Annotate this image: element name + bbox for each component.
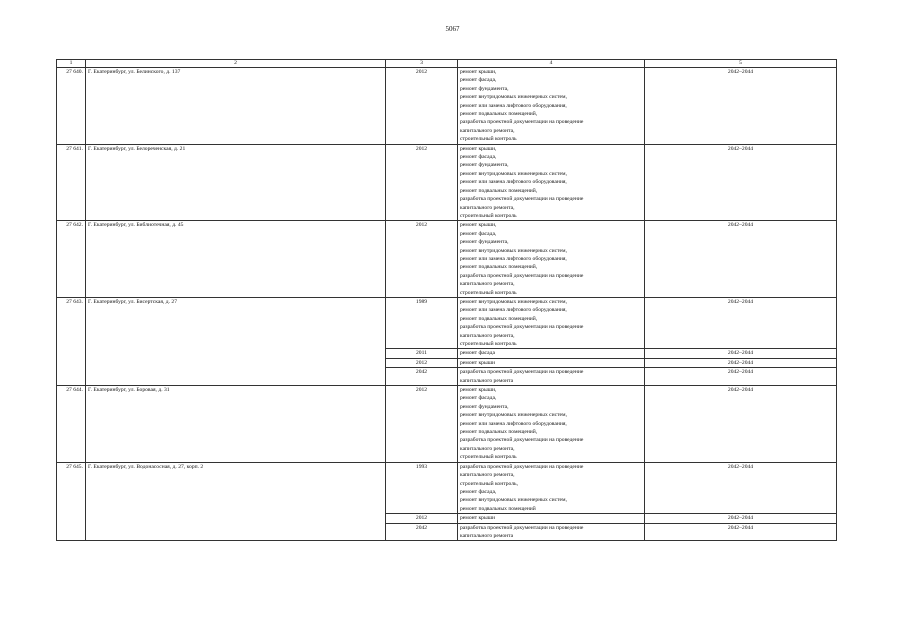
- table-row: [57, 144, 837, 221]
- work-item: капитального ремонта,: [460, 472, 515, 479]
- work-item: ремонт подвальных помещений,: [460, 111, 538, 118]
- work-item: капитального ремонта,: [460, 281, 515, 288]
- work-item: ремонт подвальных помещений,: [460, 264, 538, 271]
- row-number: 27 645.: [57, 462, 86, 541]
- work-item: капитального ремонта: [460, 377, 514, 384]
- row-number: 27 641.: [57, 144, 86, 221]
- table-row: [57, 221, 837, 298]
- repair-year: 2042: [386, 368, 458, 386]
- work-item: ремонт фундамента,: [460, 162, 509, 169]
- page-number: 5067: [445, 25, 460, 33]
- table-row: [57, 297, 837, 348]
- work-item: ремонт фундамента,: [460, 85, 509, 92]
- work-item: ремонт крыши,: [460, 69, 497, 75]
- repair-year: 2012: [386, 358, 458, 367]
- work-item: ремонт крыши,: [460, 387, 497, 394]
- work-item: капитального ремонта,: [460, 445, 515, 452]
- work-item: ремонт подвальных помещений,: [460, 315, 538, 322]
- building-address: Г. Екатеринбург, ул. Боровая, д. 31: [86, 386, 386, 463]
- work-item: ремонт внутридомовых инженерных систем,: [460, 412, 567, 419]
- repair-year: 2012: [386, 68, 458, 145]
- planned-period: 2042–2044: [645, 368, 837, 386]
- work-item: ремонт подвальных помещений,: [460, 429, 538, 436]
- work-item: ремонт внутридомовых инженерных систем,: [460, 170, 567, 177]
- planned-period: 2042–2044: [645, 523, 837, 541]
- work-list: [458, 368, 645, 386]
- work-item: ремонт подвальных помещений,: [460, 187, 538, 194]
- work-item: строительный контроль: [460, 289, 517, 296]
- table-row: [57, 386, 837, 463]
- work-list: [458, 358, 645, 367]
- work-item: разработка проектной документации на проведение: [460, 369, 584, 376]
- header-col-2: 2: [86, 60, 386, 68]
- work-item: капитального ремонта,: [460, 127, 515, 134]
- repair-year: 1989: [386, 297, 458, 348]
- work-list: [458, 462, 645, 513]
- work-list: [458, 386, 645, 463]
- work-item: строительный контроль: [460, 454, 517, 461]
- work-item: разработка проектной документации на проведение: [460, 324, 584, 331]
- work-item: ремонт или замена лифтового оборудования,: [460, 255, 567, 262]
- work-item: разработка проектной документации на проведение: [460, 272, 584, 279]
- work-item: ремонт фасада: [460, 350, 495, 357]
- building-address: Г. Екатеринбург, ул. Водонасосная, д. 27, корп. 2: [86, 462, 386, 541]
- work-item: разработка проектной документации на проведение: [460, 524, 584, 531]
- work-list: [458, 144, 645, 221]
- work-item: разработка проектной документации на проведение: [460, 463, 584, 470]
- planned-period: 2042–2044: [645, 349, 837, 358]
- work-item: ремонт крыши: [460, 515, 496, 522]
- work-item: ремонт фасада,: [460, 77, 497, 84]
- work-item: строительный контроль: [460, 212, 517, 219]
- building-address: Г. Екатеринбург, ул. Бисертская, д. 27: [86, 297, 386, 385]
- work-item: ремонт фасада,: [460, 154, 497, 161]
- work-item: строительный контроль: [460, 341, 517, 347]
- work-list: [458, 221, 645, 298]
- repair-year: 2012: [386, 514, 458, 523]
- work-item: капитального ремонта: [460, 532, 514, 539]
- work-item: разработка проектной документации на проведение: [460, 119, 584, 126]
- building-address: Г. Екатеринбург, ул. Библиотечная, д. 45: [86, 221, 386, 298]
- work-item: ремонт внутридомовых инженерных систем,: [460, 497, 567, 504]
- header-col-1: 1: [57, 60, 86, 68]
- work-item: ремонт или замена лифтового оборудования,: [460, 307, 567, 314]
- planned-period: 2042–2044: [645, 144, 837, 221]
- work-item: ремонт крыши: [460, 359, 496, 366]
- work-item: ремонт или замена лифтового оборудования,: [460, 179, 567, 186]
- work-item: капитального ремонта,: [460, 204, 515, 211]
- row-number: 27 640.: [57, 68, 86, 145]
- work-item: ремонт фасада,: [460, 488, 497, 495]
- table-row: [57, 68, 837, 145]
- planned-period: 2042–2044: [645, 462, 837, 513]
- row-number: 27 643.: [57, 297, 86, 385]
- work-list: [458, 68, 645, 145]
- work-list: [458, 523, 645, 541]
- table-body: [57, 68, 837, 541]
- work-item: ремонт внутридомовых инженерных систем,: [460, 298, 567, 305]
- repair-year: 1993: [386, 462, 458, 513]
- repair-year: 2042: [386, 523, 458, 541]
- repair-year: 2011: [386, 349, 458, 358]
- header-col-4: 4: [458, 60, 645, 68]
- repair-year: 2012: [386, 221, 458, 298]
- work-list: [458, 297, 645, 348]
- work-item: ремонт или замена лифтового оборудования,: [460, 102, 567, 109]
- work-item: ремонт фасада,: [460, 230, 497, 237]
- planned-period: 2042–2044: [645, 386, 837, 463]
- building-address: Г. Екатеринбург, ул. Белореченская, д. 21: [86, 144, 386, 221]
- work-item: ремонт подвальных помещений: [460, 505, 536, 512]
- work-item: ремонт фундамента,: [460, 239, 509, 246]
- work-item: ремонт крыши,: [460, 145, 497, 152]
- work-item: разработка проектной документации на проведение: [460, 196, 584, 203]
- planned-period: 2042–2044: [645, 221, 837, 298]
- planned-period: 2042–2044: [645, 297, 837, 348]
- header-col-3: 3: [386, 60, 458, 68]
- work-item: ремонт фасада,: [460, 395, 497, 402]
- work-item: ремонт фундамента,: [460, 403, 509, 410]
- work-item: строительный контроль: [460, 136, 517, 143]
- repair-year: 2012: [386, 144, 458, 221]
- work-list: [458, 514, 645, 523]
- row-number: 27 644.: [57, 386, 86, 463]
- planned-period: 2042–2044: [645, 68, 837, 145]
- repair-year: 2012: [386, 386, 458, 463]
- work-item: ремонт или замена лифтового оборудования,: [460, 420, 567, 427]
- work-item: ремонт крыши,: [460, 222, 497, 229]
- work-item: ремонт внутридомовых инженерных систем,: [460, 247, 567, 254]
- work-item: капитального ремонта,: [460, 332, 515, 339]
- table-row: [57, 462, 837, 513]
- planned-period: 2042–2044: [645, 514, 837, 523]
- planned-period: 2042–2044: [645, 358, 837, 367]
- row-number: 27 642.: [57, 221, 86, 298]
- building-address: Г. Екатеринбург, ул. Белинского, д. 137: [86, 68, 386, 145]
- header-col-5: 5: [645, 60, 837, 68]
- work-item: ремонт внутридомовых инженерных систем,: [460, 94, 567, 101]
- work-item: строительный контроль,: [460, 480, 518, 487]
- work-list: [458, 349, 645, 358]
- work-item: разработка проектной документации на проведение: [460, 437, 584, 444]
- repair-schedule-table: [56, 59, 837, 541]
- header-row: [57, 60, 837, 68]
